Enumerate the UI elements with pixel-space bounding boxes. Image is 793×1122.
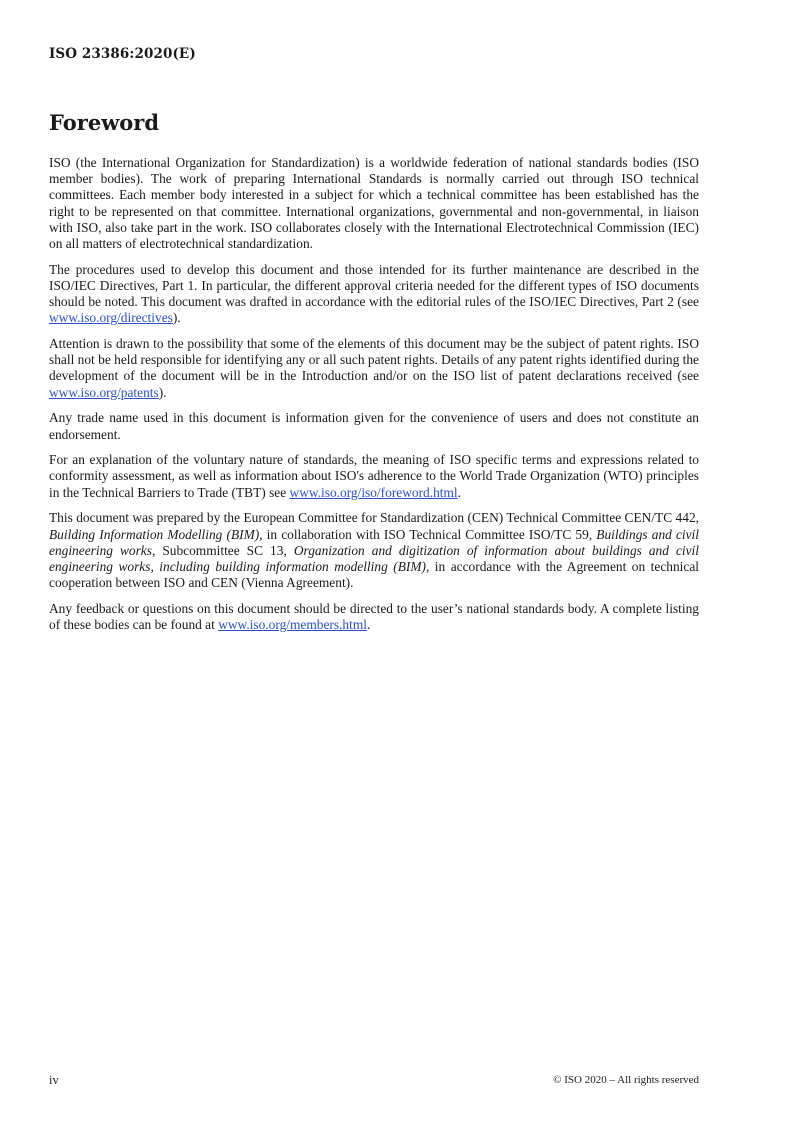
paragraph-text: This document was prepared by the European Committee for Standardization (CEN) Technical Committee CEN/TC 442,: [49, 510, 699, 526]
paragraph-text: , Subcommittee SC 13,: [151, 542, 294, 558]
paragraph-end: .: [457, 484, 462, 500]
paragraph-patents: [49, 336, 699, 401]
page-number: iv: [49, 1073, 59, 1087]
patents-link[interactable]: www.iso.org/patents: [49, 384, 159, 400]
directives-link[interactable]: www.iso.org/directives: [49, 310, 173, 326]
paragraph-text: The procedures used to develop this document and those intended for its further maintenance are described in the ISO/IEC Directives, Part 1. In particular, the different approval criteria needed for the different types of ISO documents should be noted. This document was drafted in accordance with the editorial rules of the ISO/IEC Directives, Part 2 (see: [49, 261, 699, 310]
paragraph-prepared-by: [49, 510, 699, 591]
page-title: Foreword: [49, 110, 160, 135]
paragraph-procedures: [49, 262, 699, 327]
paragraph-end: .: [366, 617, 371, 633]
document-id: ISO 23386:2020(E): [49, 46, 196, 62]
paragraph-iso-intro: ISO (the International Organization for Standardization) is a worldwide federation of national standards bodies (ISO member bodies). The work of preparing International Standards is normally carried out through ISO technical committees. Each member body interested in a subject for which a technical committee has been established has the right to be represented on that committee. International organizations, governmental and non-governmental, in liaison with ISO, also take part in the work. ISO collaborates closely with the International Electrotechnical Commission (IEC) on all matters of electrotechnical standardization.: [49, 155, 699, 252]
foreword-body: [49, 155, 699, 643]
committee-title-bim: Building Information Modelling (BIM): [49, 526, 260, 542]
paragraph-text: , in collaboration with ISO Technical Committee ISO/TC 59,: [259, 526, 597, 542]
foreword-link[interactable]: www.iso.org/iso/foreword.html: [289, 484, 458, 500]
paragraph-text: For an explanation of the voluntary nature of standards, the meaning of ISO specific terms and expressions related to conformity assessment, as well as information about ISO's adherence to the World Trade Organization (WTO) principles in the Technical Barriers to Trade (TBT) see: [49, 452, 699, 500]
paragraph-text: , in accordance with the Agreement on technical cooperation between ISO and CEN (Vienna Agreement).: [49, 558, 699, 591]
paragraph-voluntary-nature: [49, 452, 699, 501]
paragraph-end: ).: [158, 384, 167, 400]
paragraph-feedback: [49, 601, 699, 633]
paragraph-text: Attention is drawn to the possibility that some of the elements of this document may be the subject of patent rights. ISO shall not be held responsible for identifying any or all such patent rights. Details of any patent rights identified during the development of the document will be in the Introduction and/or on the ISO list of patent declarations received (see: [49, 336, 699, 384]
members-link[interactable]: www.iso.org/members.html: [218, 617, 367, 633]
paragraph-trade-name: Any trade name used in this document is information given for the convenience of users and does not constitute an endorsement.: [49, 410, 699, 442]
paragraph-text: Any feedback or questions on this document should be directed to the user’s national standards body. A complete listing of these bodies can be found at: [49, 600, 699, 633]
committee-title-buildings: Buildings and civil engineering works: [49, 526, 699, 558]
copyright-notice: © ISO 2020 – All rights reserved: [553, 1074, 699, 1086]
subcommittee-title: Organization and digitization of information about buildings and civil engineering works, including building information modelling (BIM): [49, 542, 699, 574]
paragraph-end: ).: [172, 310, 181, 326]
